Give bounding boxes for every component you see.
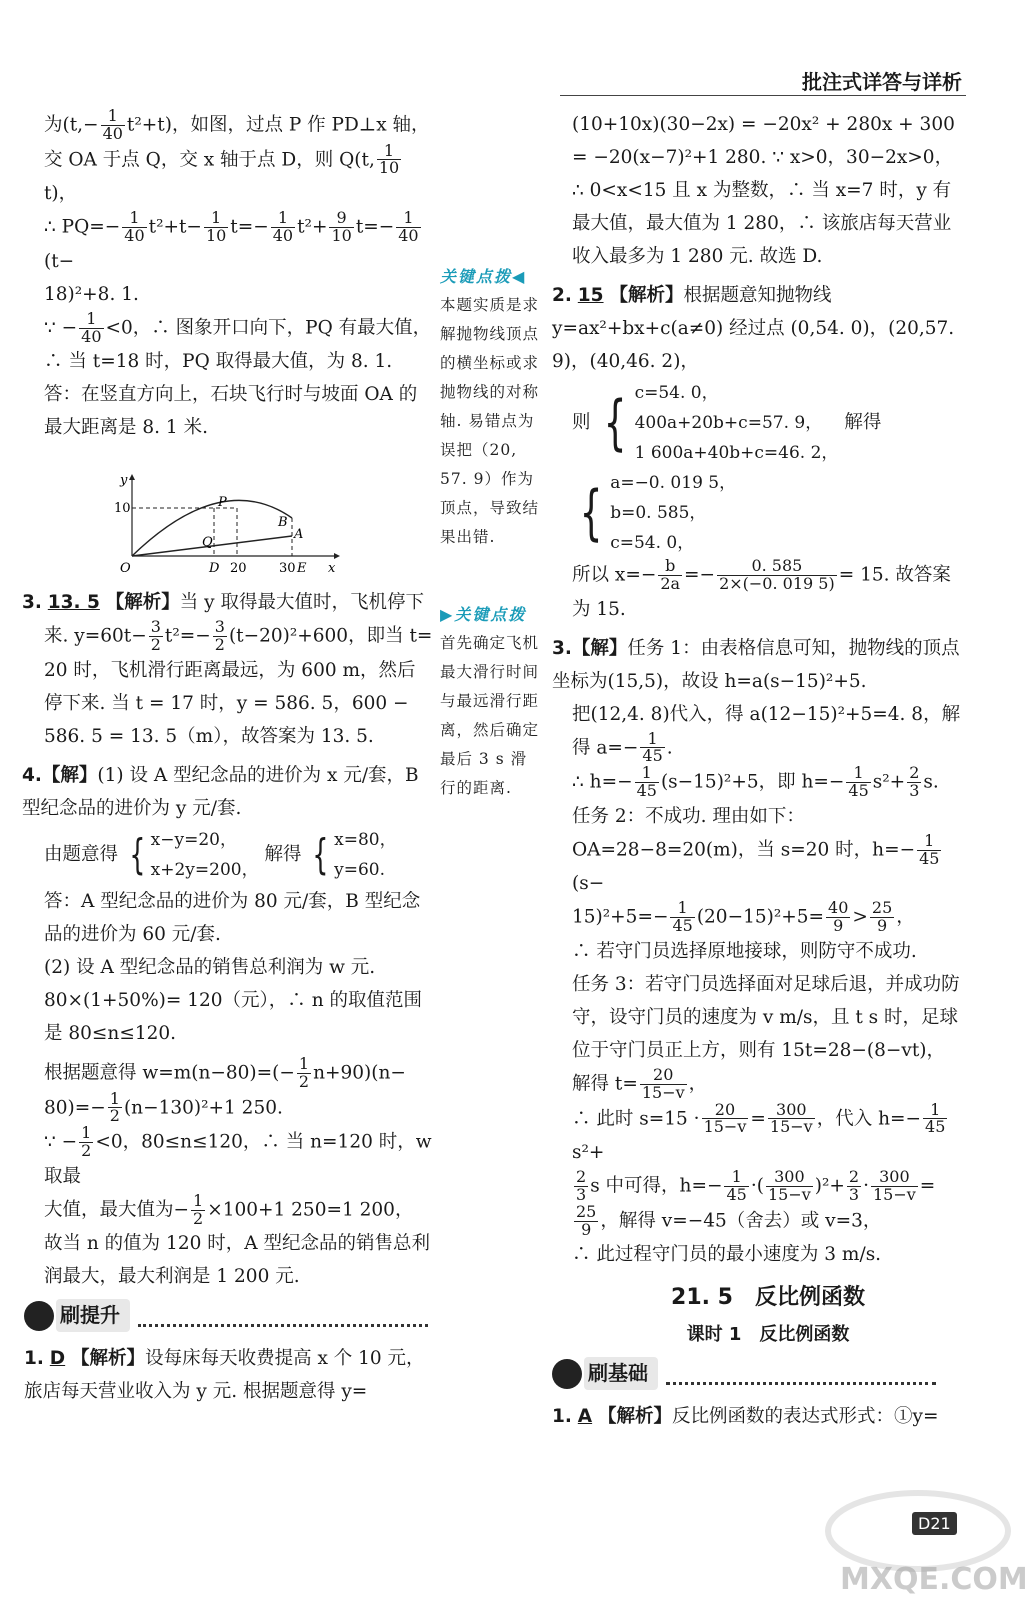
q3-right-line-9: 任务 3：若守门员选择面对足球后退，并成功防守，设守门员的速度为 v m/s，且 t s 时，足球位于守门员正上方，则有 15t=28−(8−vt)， — [572, 973, 960, 1061]
fig-label-P: P — [218, 495, 227, 510]
q2-system: 则 { c=54. 0， 400a+20b+c=57. 9， 1 600a+40b+c=46. 2， 解得 { a=−0. 019 5， b=0. 585， c=54. 0， — [572, 383, 882, 553]
watermark-text: MXQE.COM — [840, 1562, 1028, 1597]
left-line-7: 答：在竖直方向上，石块飞行时与坡面 OA 的最大距离是 8. 1 米. — [44, 384, 418, 439]
q4-answer-1: 答：A 型纪念品的进价为 80 元/套，B 型纪念品的进价为 60 元/套. — [44, 890, 421, 945]
fig-label-A: A — [294, 527, 304, 542]
fig-label-y: y — [120, 474, 128, 488]
q4-line-w2: 80)=− $\frac{1}{2}$ (n−130)²+1 250. — [44, 1088, 283, 1126]
parabola-figure — [112, 474, 342, 584]
q4-line-w4: 大值，最大值为− $\frac{1}{2}$ ×100+1 250=1 200， — [44, 1190, 414, 1228]
right-q1-cont: (10+10x)(30−2x) = −20x² + 280x + 300 = −20(x−7)²+1 280. ∵ x>0，30−2x>0，∴ 0<x<15 且 x 为整数，∴ 当 x=7 时，y 有最大值，最大值为 1 280，∴ 该旅店每天营业收入最多为 1 280 元. 故选 D. — [572, 114, 955, 267]
q1-right-line: 1. A 【解析】反比例函数的表达式形式：①y= — [552, 1405, 939, 1427]
side-note-2-text: 首先确定飞机最大滑行时间与最远滑行距离，然后确定最后 3 s 滑行的距离. — [440, 634, 540, 797]
q3-right-line-5: 任务 2：不成功. 理由如下： — [572, 805, 805, 827]
left-line-4: 18)²+8. 1. — [44, 283, 139, 305]
q4-system: 由题意得 { x−y=20， x+2y=200， 解得 { x=80， y=60. — [44, 829, 397, 880]
lesson-heading: 课时 1 反比例函数 — [686, 1324, 850, 1346]
header-divider — [560, 95, 966, 96]
side-note-2-title: ▶关键点拨 — [440, 605, 527, 624]
left-line-3: ∴ PQ=− $\frac{1}{40}$ t²+t− $\frac{1}{10}$ t=− $\frac{1}{40}$ t²+ $\frac{9}{10}$ t=− $\frac{1}{40}$ (t− — [44, 208, 419, 272]
q3-right-line-2: 把(12,4. 8)代入，得 a(12−15)²+5=4. 8，解 — [572, 703, 961, 725]
side-note-1-text: 本题实质是求解抛物线顶点的横坐标或求抛物线的对称轴. 易错点为误把（20, 57. 9）作为顶点，导致结果出错. — [440, 296, 540, 546]
q4-line-w3: ∵ − $\frac{1}{2}$ <0，80≤n≤120，∴ 当 n=120 时，w 取最 — [44, 1123, 432, 1187]
left-line-6: ∴ 当 t=18 时，PQ 取得最大值，为 8. 1. — [44, 351, 393, 373]
q3-right-line-13: $\frac{25}{9}$ ，解得 v=−45（舍去）或 v=3， — [576, 1201, 882, 1239]
q3-right-line-7: 15)²+5=− $\frac{1}{45}$ (20−15)²+5= $\frac{40}{9}$ > $\frac{25}{9}$ ， — [572, 898, 915, 936]
page-header-title: 批注式详答与详析 — [802, 70, 962, 94]
left-column — [22, 106, 434, 1408]
fig-label-D: D — [209, 561, 220, 576]
q4-line-w: 根据题意得 w=m(n−80)=(− $\frac{1}{2}$ n+90)(n− — [44, 1053, 406, 1091]
left-line-1: 为(t,− $\frac{1}{40}$ t²+t)，如图，过点 P 作 PD⊥x 轴， — [44, 106, 430, 143]
section-icon — [552, 1359, 582, 1389]
q3-right-line-12: $\frac{2}{3}$ s 中可得，h=− $\frac{1}{45}$ ·( $\frac{300}{15-v}$ )²+ $\frac{2}{3}$ · $\frac{300}{15-v}$ = — [576, 1167, 936, 1204]
page-number: D21 — [912, 1512, 957, 1535]
q2-line-result: 所以 x=− $\frac{b}{2a}$ =− $\frac{0. 585}{2\times(-0. 019 5)}$ = 15. 故答案为 15. — [572, 556, 951, 620]
q4-part-2: (2) 设 A 型纪念品的销售总利润为 w 元. 80×(1+50%)= 120（元），∴ n 的取值范围是 80≤n≤120. — [44, 956, 422, 1044]
q4-left-line-1: 4.【解】(1) 设 A 型纪念品的进价为 x 元/套，B 型纪念品的进价为 y 元/套. — [22, 764, 419, 819]
fig-label-20: 20 — [230, 561, 247, 576]
q4-conclusion: 故当 n 的值为 120 时，A 型纪念品的销售总利润最大，最大利润是 1 200 元. — [44, 1233, 430, 1288]
fig-label-E: E — [297, 561, 307, 576]
q1-left-line: 1. D 【解析】设每床每天收费提高 x 个 10 元，旅店每天营业收入为 y 元. 根据题意得 y= — [24, 1347, 425, 1402]
q3-right-line-3: 得 a=− $\frac{1}{45}$ . — [572, 728, 673, 766]
fig-label-x: x — [328, 561, 336, 576]
section-heading: 21. 5 反比例函数 — [671, 1285, 865, 1311]
side-note-2 — [440, 600, 542, 803]
q3-right-line-1: 3.【解】任务 1：由表格信息可知，抛物线的顶点坐标为(15,5)，故设 h=a(s−15)²+5. — [552, 637, 960, 692]
side-note-1-title: 关键点拨◀ — [440, 267, 527, 286]
fig-label-10: 10 — [114, 501, 131, 516]
left-line-5: ∵ − $\frac{1}{40}$ <0，∴ 图象开口向下，PQ 有最大值， — [44, 308, 432, 346]
section-badge-jichu: 刷基础 — [552, 1357, 964, 1400]
q2-line-1: 2. 15 【解析】根据题意知抛物线 y=ax²+bx+c(a≠0) 经过点 (0,54. 0)，(20,57. 9)，(40,46. 2)， — [552, 285, 955, 372]
section-icon — [24, 1301, 54, 1331]
q3-right-line-11: ∴ 此时 s=15 · $\frac{20}{15-v}$ = $\frac{300}{15-v}$ ，代入 h=− $\frac{1}{45}$ s²+ — [572, 1099, 946, 1164]
q3-right-line-8: ∴ 若守门员选择原地接球，则防守不成功. — [572, 940, 917, 962]
q3-right-line-4: ∴ h=− $\frac{1}{45}$ (s−15)²+5，即 h=− $\frac{1}{45}$ s²+ $\frac{2}{3}$ s. — [572, 763, 939, 800]
left-line-2: 交 OA 于点 Q，交 x 轴于点 D，则 Q(t, $\frac{1}{10}$ t)， — [44, 140, 400, 205]
fig-label-Q: Q — [202, 535, 213, 550]
side-note-1 — [440, 262, 542, 552]
q3-left-line-1: 3. 13. 5 【解析】当 y 取得最大值时，飞机停下 — [22, 592, 425, 614]
q3-left-line-2: 来. y=60t− $\frac{3}{2}$ t²=− $\frac{3}{2}$ (t−20)²+600，即当 t= — [44, 617, 433, 655]
section-badge-tisheng: 刷提升 — [24, 1299, 434, 1342]
q3-right-line-10: 解得 t= $\frac{20}{15-v}$ ， — [572, 1064, 708, 1102]
fig-label-30: 30 — [279, 561, 296, 576]
fig-label-B: B — [278, 515, 288, 530]
q3-left-text: 20 时，飞机滑行距离最远，为 600 m，然后停下来. 当 t = 17 时，y = 586. 5，600 − 586. 5 = 13. 5（m），故答案为 13. 5. — [44, 659, 416, 747]
right-column — [552, 108, 964, 1433]
q3-right-line-14: ∴ 此过程守门员的最小速度为 3 m/s. — [572, 1244, 882, 1266]
q3-right-line-6: OA=28−8=20(m)，当 s=20 时，h=− $\frac{1}{45}$ (s− — [572, 830, 940, 895]
fig-label-O: O — [120, 561, 131, 576]
